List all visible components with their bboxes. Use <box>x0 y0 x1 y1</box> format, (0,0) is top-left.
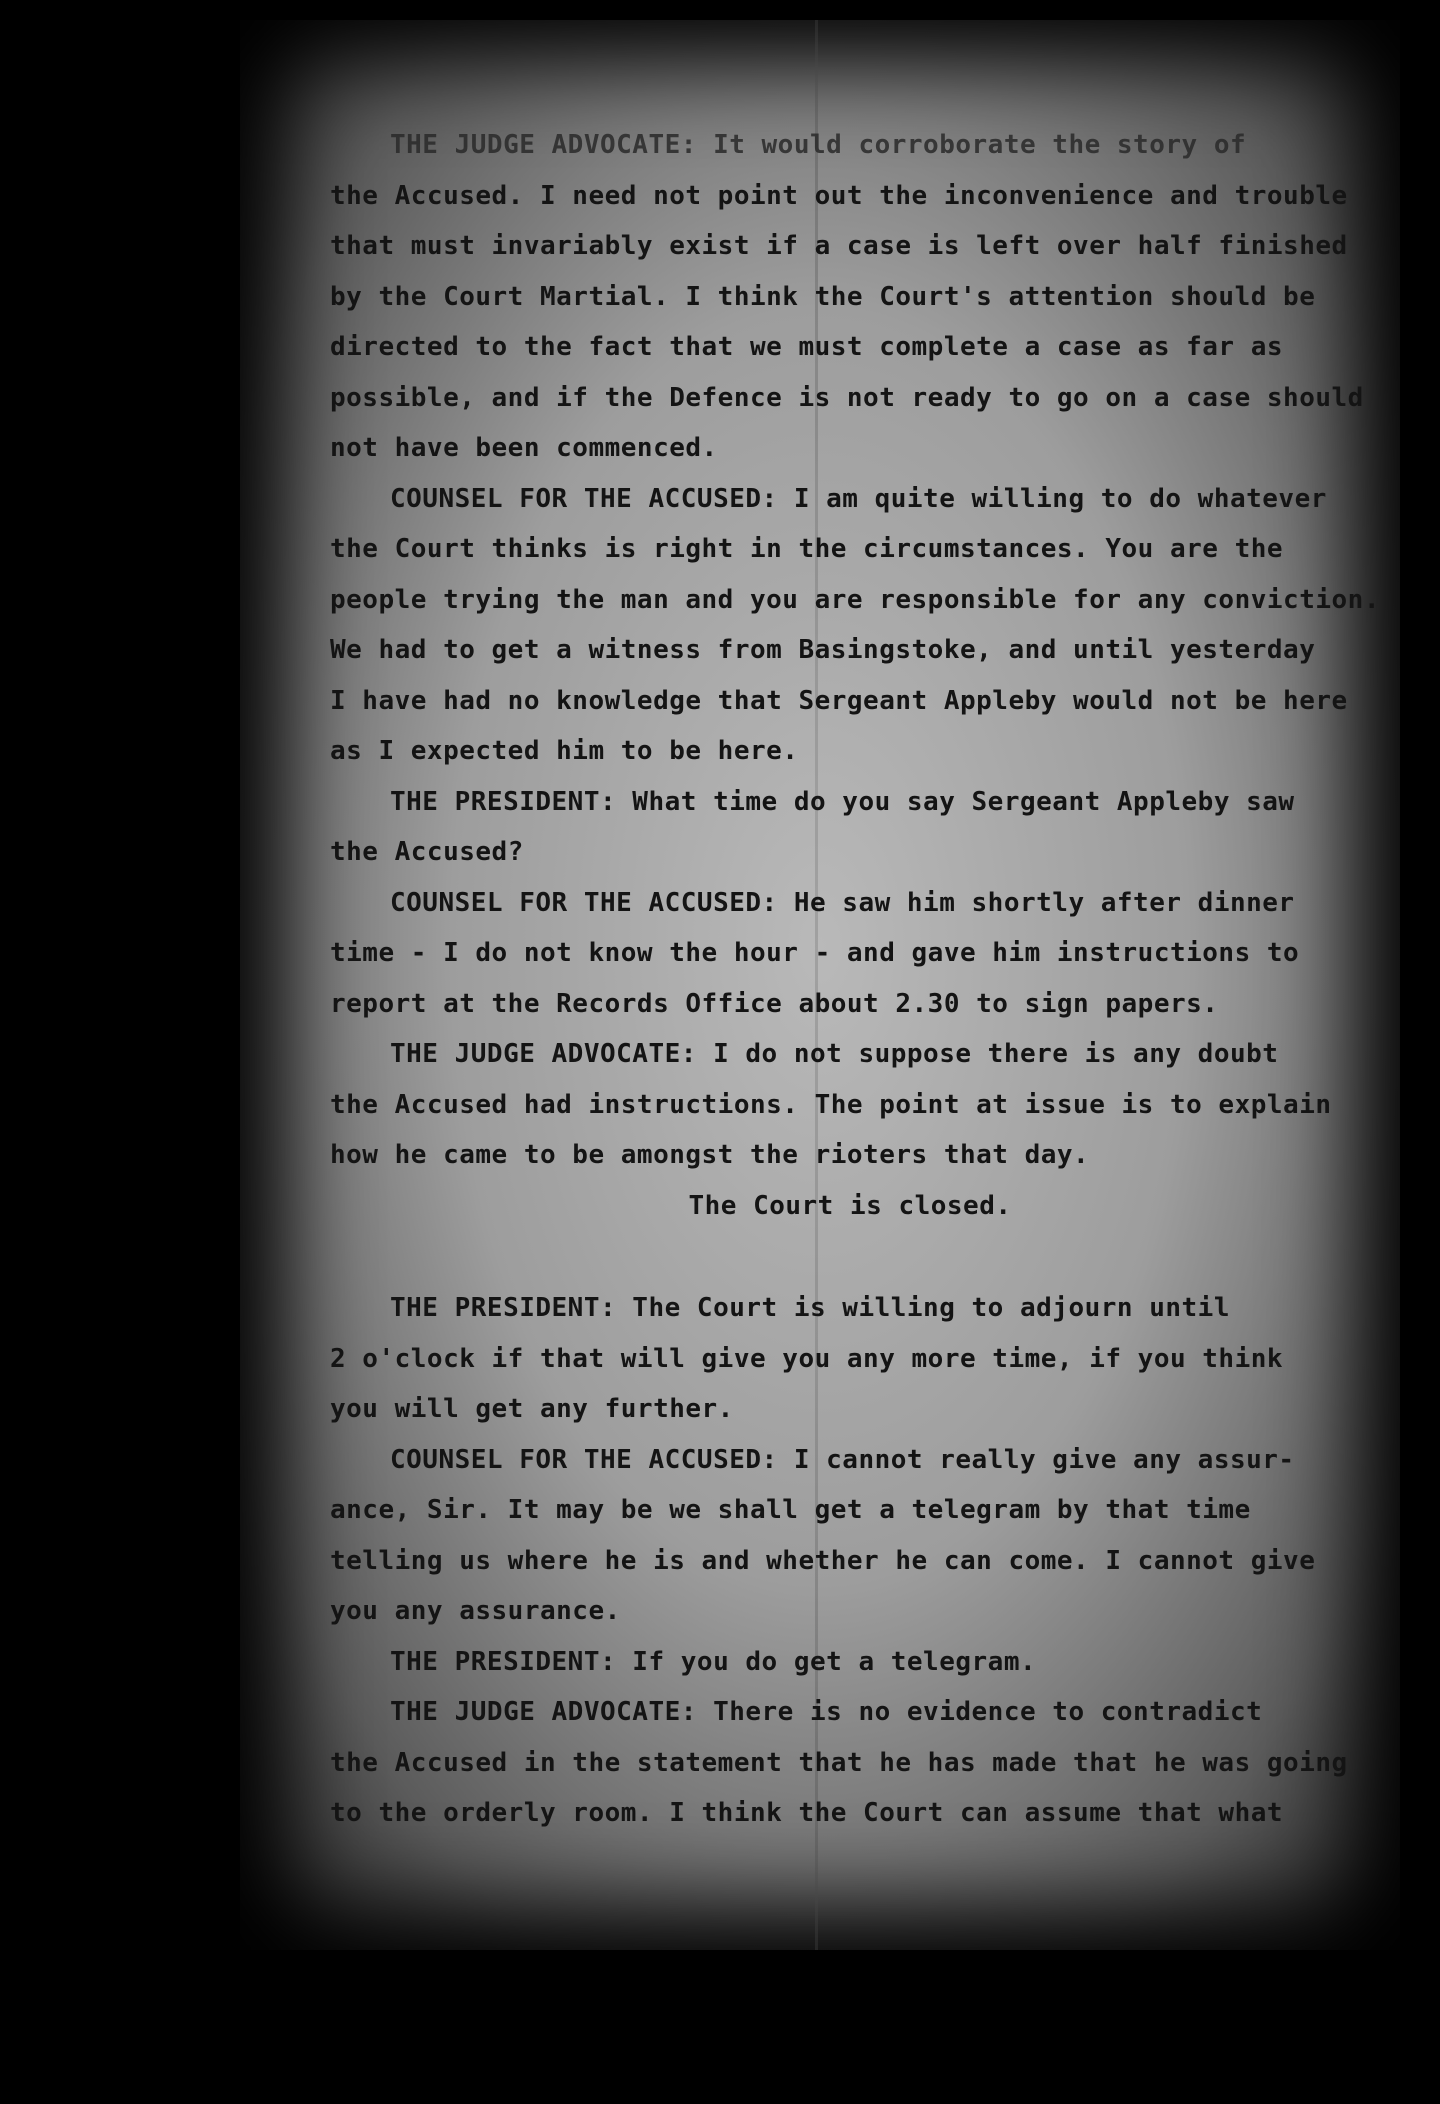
text-line: as I expected him to be here. <box>330 736 799 766</box>
text-line: THE PRESIDENT: The Court is willing to adjourn until <box>390 1293 1230 1323</box>
text-line: the Accused in the statement that he has made that he was going <box>330 1747 1348 1778</box>
text-line: 2 o'clock if that will give you any more time, if you think <box>330 1343 1284 1374</box>
text-line: the Accused? <box>330 837 524 867</box>
text-line: not have been commenced. <box>330 433 718 463</box>
text-line: people trying the man and you are responsible for any conviction. <box>330 584 1380 615</box>
text-line: THE PRESIDENT: If you do get a telegram. <box>390 1646 1037 1677</box>
text-line: THE JUDGE ADVOCATE: There is no evidence to contradict <box>390 1697 1263 1727</box>
text-line: the Accused had instructions. The point at issue is to explain <box>330 1089 1332 1120</box>
text-line: you will get any further. <box>330 1394 734 1424</box>
text-line: the Court thinks is right in the circumstances. You are the <box>330 534 1284 564</box>
text-line: by the Court Martial. I think the Court's attention should be <box>330 281 1316 312</box>
text-line: directed to the fact that we must complete a case as far as <box>330 332 1284 362</box>
text-line: COUNSEL FOR THE ACCUSED: I cannot really give any assur- <box>390 1444 1295 1475</box>
paragraph-gap <box>330 1231 1370 1283</box>
text-line: COUNSEL FOR THE ACCUSED: He saw him shortly after dinner <box>390 887 1295 918</box>
text-line: I have had no knowledge that Sergeant Appleby would not be here <box>330 685 1348 716</box>
text-line: We had to get a witness from Basingstoke, and until yesterday <box>330 635 1316 665</box>
text-line: report at the Records Office about 2.30 to sign papers. <box>330 988 1219 1019</box>
text-line: telling us where he is and whether he can come. I cannot give <box>330 1545 1316 1576</box>
text-line: how he came to be amongst the rioters that day. <box>330 1140 1090 1170</box>
text-line: THE JUDGE ADVOCATE: I do not suppose there is any doubt <box>390 1039 1279 1069</box>
text-line: ance, Sir. It may be we shall get a telegram by that time <box>330 1495 1251 1525</box>
transcript-text <box>330 120 1380 1839</box>
text-line: THE PRESIDENT: What time do you say Sergeant Appleby saw <box>390 786 1295 817</box>
text-line: you any assurance. <box>330 1596 621 1626</box>
court-closed-line: The Court is closed. <box>688 1190 1012 1221</box>
text-line: the Accused. I need not point out the inconvenience and trouble <box>330 180 1348 211</box>
text-line: to the orderly room. I think the Court can assume that what <box>330 1798 1284 1828</box>
document-page <box>240 20 1400 1950</box>
text-line: COUNSEL FOR THE ACCUSED: I am quite willing to do whatever <box>390 483 1327 514</box>
text-line: time - I do not know the hour - and gave him instructions to <box>330 938 1300 968</box>
text-line: possible, and if the Defence is not ready to go on a case should <box>330 382 1364 413</box>
text-line: THE JUDGE ADVOCATE: It would corroborate the story of <box>390 130 1247 160</box>
text-line: that must invariably exist if a case is left over half finished <box>330 231 1348 261</box>
